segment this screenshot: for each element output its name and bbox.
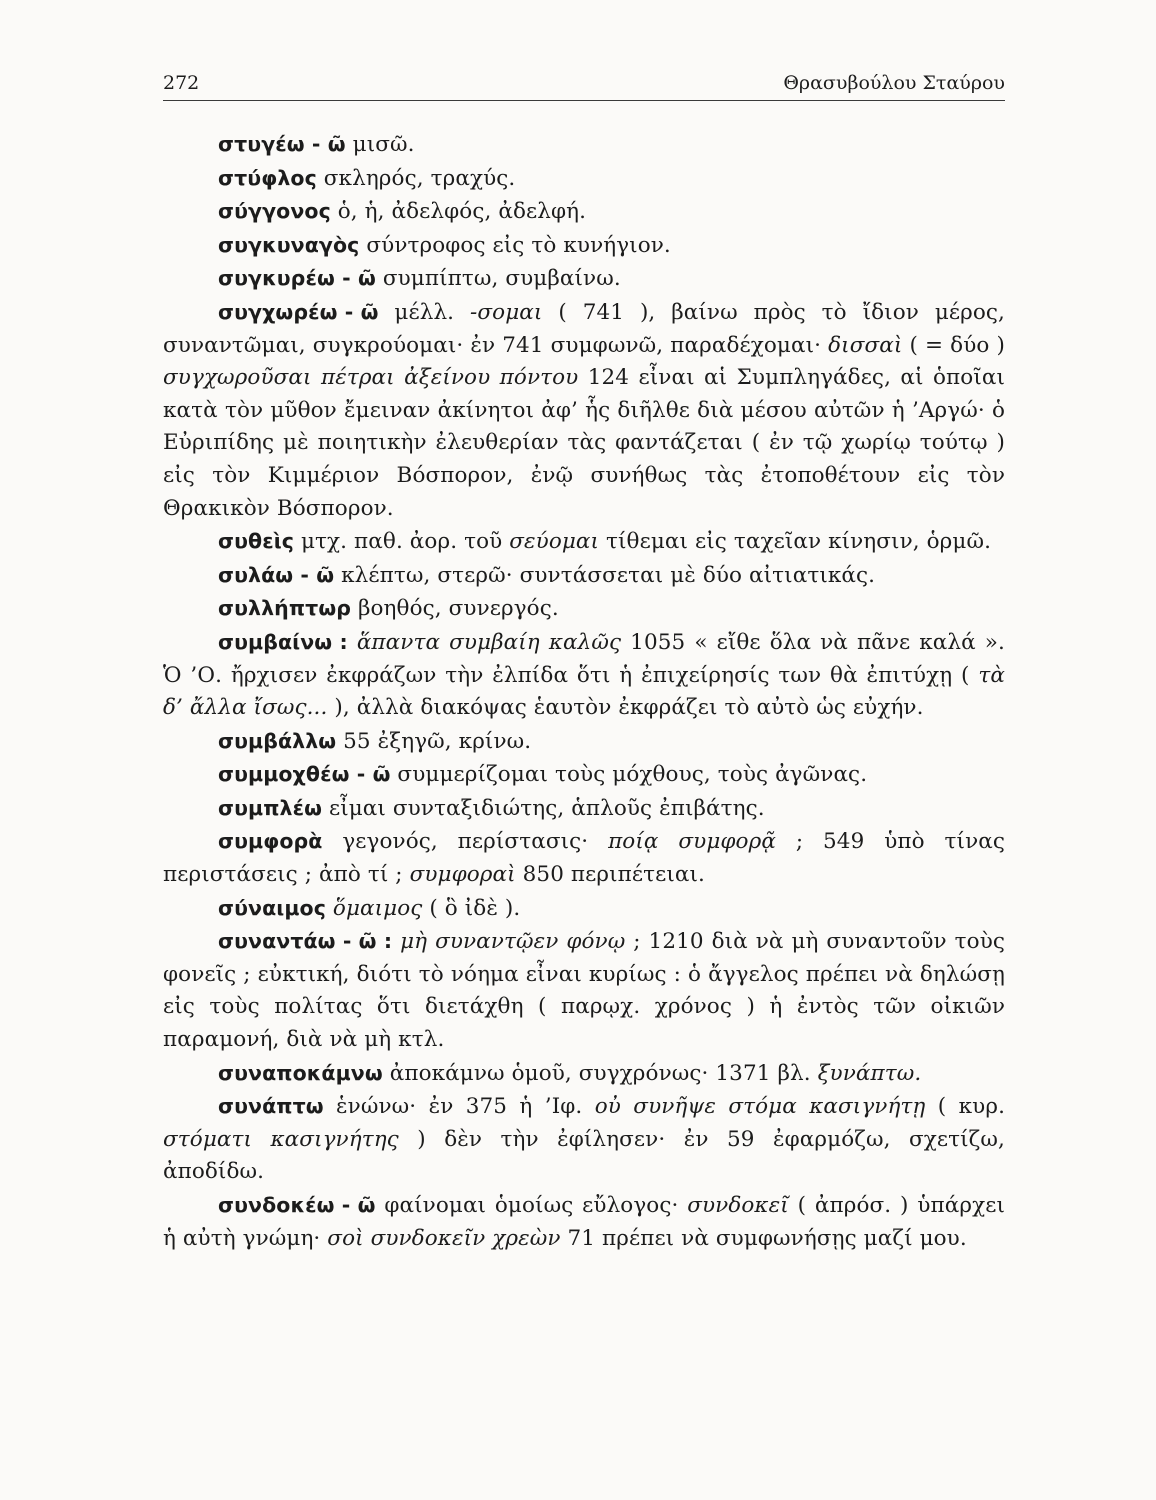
- headword: συμβάλλω: [218, 728, 337, 753]
- dictionary-entry: [163, 1057, 1005, 1091]
- dictionary-entry: [163, 229, 1005, 263]
- definition-text: μέλλ.: [378, 299, 471, 325]
- dictionary-entry: [163, 825, 1005, 891]
- definition-text: τίθεμαι εἰς ταχεῖαν κίνησιν, ὁρμῶ.: [599, 529, 992, 555]
- dictionary-entry: [163, 626, 1005, 725]
- dictionary-entries: [163, 128, 1005, 1255]
- headword: συγχωρέω - ῶ: [218, 299, 379, 324]
- headword: συμμοχθέω - ῶ: [218, 762, 391, 787]
- headword: συνδοκέω - ῶ: [218, 1193, 376, 1217]
- definition-text: ; 1210 διὰ νὰ μὴ συναντοῦν τοὺς φονεῖς ; εὐκτική, διότι τὸ νόημα εἶναι κυρίως : ὁ ἄγγελος πρέπει νὰ δηλώσῃ εἰς τοὺς πολίτας ὅτι διετάχθη ( παρῳχ. χρόνος ) ἡ ἐντὸς τῶν οἰκιῶν παραμονή, διὰ νὰ μὴ κτλ.: [163, 929, 1006, 1053]
- definition-text: ( κυρ.: [925, 1094, 1005, 1120]
- definition-text: [348, 630, 357, 655]
- italic-citation: ὅμαιμος: [332, 895, 423, 921]
- italic-citation: τὰ δ’ ἄλλα ἴσως...: [163, 662, 1005, 721]
- definition-text: συμπίπτω, συμβαίνω.: [375, 266, 621, 292]
- dictionary-entry: [163, 792, 1005, 826]
- definition-text: γεγονός, περίστασις·: [322, 829, 609, 855]
- dictionary-entry: [163, 892, 1005, 926]
- italic-citation: μὴ συναντῷεν φόνῳ: [400, 929, 626, 955]
- headword: συγκυναγὸς: [218, 232, 360, 257]
- dictionary-entry: [163, 758, 1005, 792]
- italic-citation: -σομαι: [470, 299, 543, 325]
- italic-citation: σεύομαι: [509, 529, 600, 555]
- definition-text: ( 741 ), βαίνω πρὸς τὸ ἴδιον μέρος, συναντῶμαι, συγκρούομαι· ἐν 741 συμφωνῶ, παραδέχομαι·: [163, 299, 1005, 358]
- headword: σύναιμος: [218, 895, 326, 920]
- italic-citation: συνδοκεῖ: [687, 1193, 789, 1218]
- headword: στυγέω - ῶ: [218, 132, 346, 156]
- italic-citation: οὐ συνῆψε στόμα κασιγνήτῃ: [594, 1094, 926, 1120]
- italic-citation: ἅπαντα συμβαίη καλῶς: [356, 629, 622, 655]
- headword: σύγγονος: [218, 199, 331, 224]
- running-title: Θρασυβούλου Σταύρου: [783, 72, 1005, 94]
- definition-text: 1055 « εἴθε ὅλα νὰ πᾶνε καλά ». Ὁ ’Ο. ἤρχισεν ἐκφράζων τὴν ἐλπίδα ὅτι ἡ ἐπιχείρησίς των θὰ ἐπιτύχῃ (: [163, 629, 1005, 688]
- definition-text: 55 ἐξηγῶ, κρίνω.: [336, 728, 532, 754]
- definition-text: ( ἀπρόσ. ) ὑπάρχει ἡ αὐτὴ γνώμη·: [163, 1193, 1005, 1251]
- headword: συναντάω - ῶ :: [218, 929, 393, 954]
- dictionary-entry: [163, 1090, 1005, 1189]
- definition-text: [392, 929, 400, 954]
- definition-text: σύντροφος εἰς τὸ κυνήγιον.: [359, 232, 671, 258]
- italic-citation: στόματι κασιγνήτης: [163, 1126, 399, 1152]
- italic-citation: ποίᾳ συμφορᾷ: [608, 829, 776, 855]
- headword: συμβαίνω :: [218, 629, 348, 654]
- definition-text: ἑνώνω· ἐν 375 ἡ ’Ιφ.: [323, 1094, 595, 1120]
- definition-text: μισῶ.: [345, 132, 415, 157]
- headword: συγκυρέω - ῶ: [218, 266, 376, 291]
- definition-text: σκληρός, τραχύς.: [316, 165, 516, 191]
- definition-text: ἀποκάμνω ὁμοῦ, συγχρόνως· 1371 βλ.: [382, 1060, 818, 1086]
- dictionary-entry: [163, 525, 1005, 559]
- definition-text: βοηθός, συνεργός.: [351, 596, 559, 622]
- headword: συνάπτω: [218, 1094, 324, 1119]
- dictionary-entry: [163, 262, 1005, 296]
- dictionary-entry: [163, 195, 1005, 229]
- definition-text: [326, 896, 333, 921]
- definition-text: ; 549 ὑπὸ τίνας περιστάσεις ; ἀπὸ τί ;: [163, 829, 1005, 888]
- definition-text: ), ἀλλὰ διακόψας ἑαυτὸν ἐκφράζει τὸ αὐτὸ ὡς εὐχήν.: [327, 695, 924, 721]
- definition-text: συμμερίζομαι τοὺς μόχθους, τοὺς ἀγῶνας.: [390, 762, 868, 788]
- headword: συμφορὰ: [218, 829, 323, 854]
- dictionary-entry: [163, 559, 1005, 593]
- dictionary-entry: [163, 296, 1005, 525]
- italic-citation: συγχωροῦσαι πέτραι ἀξείνου πόντου: [163, 365, 579, 391]
- definition-text: ( = δύο ): [902, 332, 1005, 358]
- definition-text: ὁ, ἡ, ἀδελφός, ἀδελφή.: [330, 199, 587, 225]
- dictionary-entry: [163, 725, 1005, 759]
- definition-text: μτχ. παθ. ἀορ. τοῦ: [294, 529, 510, 555]
- definition-text: κλέπτω, στερῶ· συντάσσεται μὲ δύο αἰτιατικάς.: [334, 562, 876, 588]
- headword: συναποκάμνω: [218, 1060, 383, 1085]
- dictionary-entry: [163, 1189, 1005, 1255]
- dictionary-entry: [163, 592, 1005, 626]
- italic-citation: συμφοραὶ: [409, 862, 516, 888]
- definition-text: εἶμαι συνταξιδιώτης, ἁπλοῦς ἐπιβάτης.: [322, 795, 765, 821]
- dictionary-entry: [163, 162, 1005, 196]
- italic-citation: ξυνάπτω.: [817, 1060, 922, 1086]
- headword: συθεὶς: [218, 529, 295, 554]
- italic-citation: δισσαὶ: [828, 332, 903, 358]
- headword: συμπλέω: [218, 795, 323, 820]
- dictionary-entry: [163, 925, 1005, 1056]
- headword: στύφλος: [218, 165, 317, 190]
- page-number: 272: [163, 72, 200, 94]
- dictionary-entry: [163, 128, 1005, 162]
- definition-text: 850 περιπέτειαι.: [515, 862, 705, 888]
- definition-text: φαίνομαι ὁμοίως εὔλογος·: [375, 1193, 688, 1218]
- headword: συλάω - ῶ: [218, 562, 335, 587]
- page-header: [163, 66, 1005, 101]
- definition-text: 124 εἶναι αἱ Συμπληγάδες, αἱ ὁποῖαι κατὰ τὸν μῦθον ἔμειναν ἀκίνητοι ἀφ’ ἧς διῆλθε διὰ μέσου αὐτῶν ἡ ’Αργώ· ὁ Εὐριπίδης μὲ ποιητικὴν ἐλευθερίαν τὰς φαντάζεται ( ἐν τῷ χωρίῳ τούτῳ ) εἰς τὸν Κιμμέριον Βόσπορον, ἐνῷ συνήθως τὰς ἐτοποθέτουν εἰς τὸν Θρακικὸν Βόσπορον.: [163, 365, 1005, 521]
- definition-text: ( ὃ ἰδὲ ).: [422, 895, 521, 921]
- definition-text: 71 πρέπει νὰ συμφωνήσῃς μαζί μου.: [560, 1225, 967, 1251]
- italic-citation: σοὶ συνδοκεῖν χρεὼν: [327, 1225, 561, 1251]
- definition-text: ) δὲν τὴν ἐφίλησεν· ἐν 59 ἐφαρμόζω, σχετίζω, ἀποδίδω.: [163, 1126, 1005, 1185]
- headword: συλλήπτωρ: [218, 596, 352, 621]
